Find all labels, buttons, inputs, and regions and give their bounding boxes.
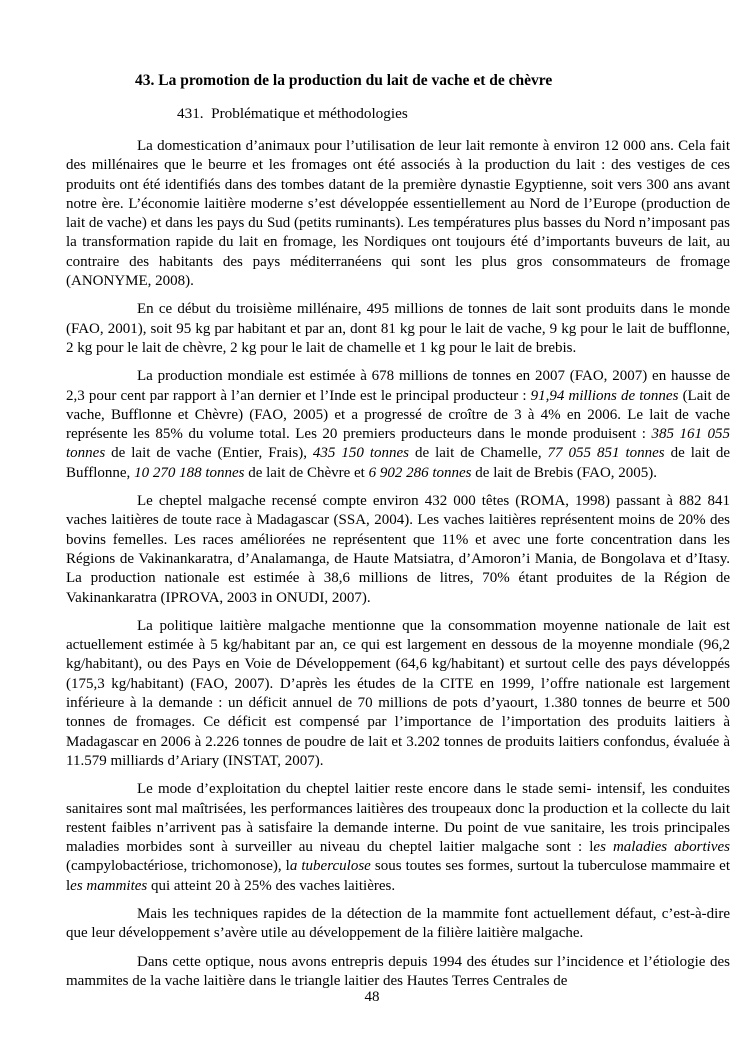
text-run: Le mode d’exploitation du cheptel laitier reste encore dans le stade semi- intensif, les conduites sanitaires sont mal maîtrisées, les performances laitières des troupeaux donc la production et la collecte du lait restent faibles n’arrivent pas à satisfaire la demande interne. Du point de vue sanitaire, les trois principales maladies morbides sont à surveiller au niveau du cheptel laitier malgache sont : l [66, 781, 730, 856]
text-run: (Lait de vache, Bufflonne et Chèvre) (FAO, 2005) et a progressé de croître de 3 à 4% en 2006. Le lait de vache représente les 85% du volume total. Les 20 premiers producteurs dans le monde produisent : [66, 387, 730, 443]
section-heading: 43. La promotion de la production du lait de vache et de chèvre [135, 72, 553, 89]
emphasized-text-run: es maladies abortives [593, 839, 730, 856]
text-run: La production mondiale est estimée à 678 millions de tonnes en 2007 (FAO, 2007) en hausse de 2,3 pour cent par rapport à l’an dernier et l’Inde est le principal producteur : [66, 368, 730, 404]
emphasized-text-run: 77 055 851 tonnes [547, 445, 665, 462]
paragraph [66, 367, 730, 483]
body-text [66, 137, 730, 991]
page-number: 48 [364, 989, 380, 1005]
paragraph [66, 492, 730, 608]
text-run: Le cheptel malgache recensé compte environ 432 000 têtes (ROMA, 1998) passant à 882 841 vaches laitières de toute race à Madagascar (SSA, 2004). Les vaches laitières représentent moins de 20% des bovins femelles. Les races améliorées ne représentent que 11% et avec une forte concentration dans les Régions de Vakinankaratra, d’Analamanga, de Haute Matsiatra, d’Amoron’i Mania, de Bongolava et d’Itasy. La production nationale est estimée à 38,6 millions de litres, 70% étant produites de la Région de Vakinankaratra (IPROVA, 2003 in ONUDI, 2007). [66, 493, 730, 606]
text-run: de lait de Chamelle, [409, 445, 548, 462]
emphasized-text-run: a tuberculose [289, 858, 371, 875]
document-page [66, 71, 730, 1000]
emphasized-text-run: 10 270 188 tonnes [134, 464, 245, 481]
text-run: de lait de Chèvre et [244, 464, 369, 481]
emphasized-text-run: 435 150 tonnes [312, 445, 410, 462]
text-run: La politique laitière malgache mentionne que la consommation moyenne nationale de lait est actuellement estimée à 5 kg/habitant par an, ce qui est largement en dessous de la moyenne mondiale (96,2 kg/habitant), ou des Pays en Voie de Développement (64,6 kg/habitant) et surtout celle des pays développés (175,3 kg/habitant) (FAO, 2007). D’après les études de la CITE en 1999, l’offre nationale est largement inférieure à la demande : un déficit annuel de 70 millions de pots d’yaourt, 1.380 tonnes de beurre et 500 tonnes de fromages. Ce déficit est compensé par l’importance de l’importation des produits laitiers à Madagascar en 2006 à 2.226 tonnes de poudre de lait et 3.202 tonnes de produits laitiers confondus, évaluée à 11.579 milliards d’Ariary (INSTAT, 2007). [66, 617, 730, 769]
paragraph [66, 953, 730, 992]
text-run: de lait de vache (Entier, Frais), [105, 445, 313, 462]
text-run: qui atteint 20 à 25% des vaches laitières. [147, 877, 396, 894]
text-run: En ce début du troisième millénaire, 495 millions de tonnes de lait sont produits dans le monde (FAO, 2001), soit 95 kg par habitant et par an, dont 81 kg pour le lait de vache, 9 kg pour le lait de bufflonne, 2 kg pour le lait de chèvre, 2 kg pour le lait de chamelle et 1 kg pour le lait de brebis. [66, 301, 730, 356]
emphasized-text-run: 6 902 286 tonnes [368, 464, 472, 481]
text-run: Mais les techniques rapides de la détection de la mammite font actuellement défaut, c’est-à-dire que leur développement s’avère utile au développement de la filière laitière malgache. [66, 905, 730, 942]
paragraph [66, 137, 730, 291]
text-run: La domestication d’animaux pour l’utilisation de leur lait remonte à environ 12 000 ans. Cela fait des millénaires que le beurre et les fromages ont été associés à la production du lait : des vestiges de ces produits ont été identifiés dans des tombes datant de la première dynastie Egyptienne, soit vers 300 ans avant notre ère. L’économie laitière moderne s’est développée essentiellement au Nord de l’Europe (production de lait de vache) et dans les pays du Sud (petits ruminants). Les températures plus basses du Nord n’imposant pas la transformation rapide du lait en fromage, les Nordiques ont toujours été d’importants buveurs de lait, au contraire des habitants des pays méditerranéens qui sont les plus gros consommateurs de fromage (ANONYME, 2008). [66, 138, 730, 290]
paragraph [66, 780, 730, 896]
subsection-heading: 431. Problématique et méthodologies [177, 105, 408, 122]
emphasized-text-run: 91,94 millions de tonnes [530, 387, 679, 404]
emphasized-text-run: 385 161 055 tonnes [66, 426, 730, 462]
text-run: de lait de Brebis (FAO, 2005). [471, 464, 658, 481]
text-run: sous toutes ses formes, surtout la tuberculose mammaire et l [66, 858, 730, 894]
text-run: Dans cette optique, nous avons entrepris depuis 1994 des études sur l’incidence et l’étiologie des mammites de la vache laitière dans le triangle laitier des Hautes Terres Centrales de [66, 953, 730, 989]
paragraph [66, 617, 730, 771]
emphasized-text-run: es mammites [70, 877, 148, 894]
text-run: (campylobactériose, trichomonose), l [66, 858, 290, 875]
paragraph [66, 905, 730, 944]
paragraph [66, 300, 730, 358]
text-run: de lait de Bufflonne, [66, 445, 730, 481]
